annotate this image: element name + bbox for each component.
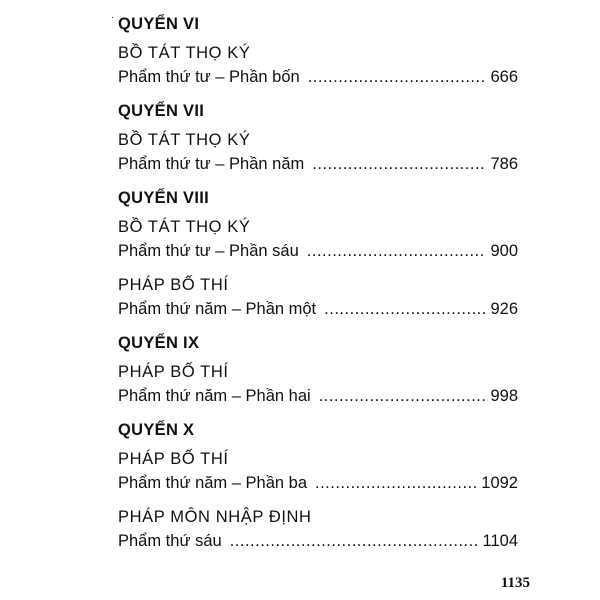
dot-leader [319, 387, 487, 406]
dot-leader [308, 68, 487, 87]
toc-entry [118, 387, 518, 416]
dot-leader [324, 300, 486, 319]
toc-entry-title: Phẩm thứ tư – Phần năm [118, 155, 305, 173]
toc-entry-page: 786 [490, 155, 518, 173]
toc-entry-title: Phẩm thứ năm – Phần hai [118, 387, 311, 405]
toc-entry [118, 300, 518, 329]
section-heading: PHÁP BỐ THÍ [118, 363, 229, 381]
toc-entry-title: Phẩm thứ sáu [118, 532, 222, 550]
page-number: 1135 [500, 575, 530, 591]
dot-leader [307, 242, 487, 261]
section-heading: PHÁP MÔN NHẬP ĐỊNH [118, 508, 312, 526]
toc-entry-page: 926 [490, 300, 518, 318]
toc-entry [118, 68, 518, 97]
toc-entry-title: Phẩm thứ tư – Phần bốn [118, 68, 300, 86]
volume-heading: QUYỂN VI [118, 15, 200, 33]
toc-entry-title: Phẩm thứ tư – Phần sáu [118, 242, 299, 260]
toc-entry-page: 1092 [481, 474, 518, 492]
dot-leader [312, 155, 486, 174]
volume-heading: QUYỂN VIII [118, 189, 210, 207]
dot-leader [315, 474, 477, 493]
volume-heading: QUYỂN VII [118, 102, 205, 120]
toc-entry-page: 998 [490, 387, 518, 405]
toc-entry-page: 666 [490, 68, 518, 86]
toc-entry [118, 155, 518, 184]
toc-entry [118, 532, 518, 561]
toc-entry [118, 242, 518, 271]
volume-heading: QUYỂN X [118, 421, 195, 439]
toc-entry-page: 900 [490, 242, 518, 260]
toc-entry [118, 474, 518, 503]
toc-entry-title: Phẩm thứ năm – Phần ba [118, 474, 307, 492]
section-heading: PHÁP BỐ THÍ [118, 450, 229, 468]
section-heading: PHÁP BỐ THÍ [118, 276, 229, 294]
corner-mark: · [111, 12, 114, 22]
section-heading: BỒ TÁT THỌ KÝ [118, 131, 251, 149]
dot-leader [230, 532, 479, 551]
toc-entry-page: 1104 [482, 532, 518, 550]
toc-entry-title: Phẩm thứ năm – Phần một [118, 300, 317, 318]
section-heading: BỒ TÁT THỌ KÝ [118, 44, 251, 62]
volume-heading: QUYỂN IX [118, 334, 200, 352]
table-of-contents [118, 10, 518, 561]
section-heading: BỒ TÁT THỌ KÝ [118, 218, 251, 236]
